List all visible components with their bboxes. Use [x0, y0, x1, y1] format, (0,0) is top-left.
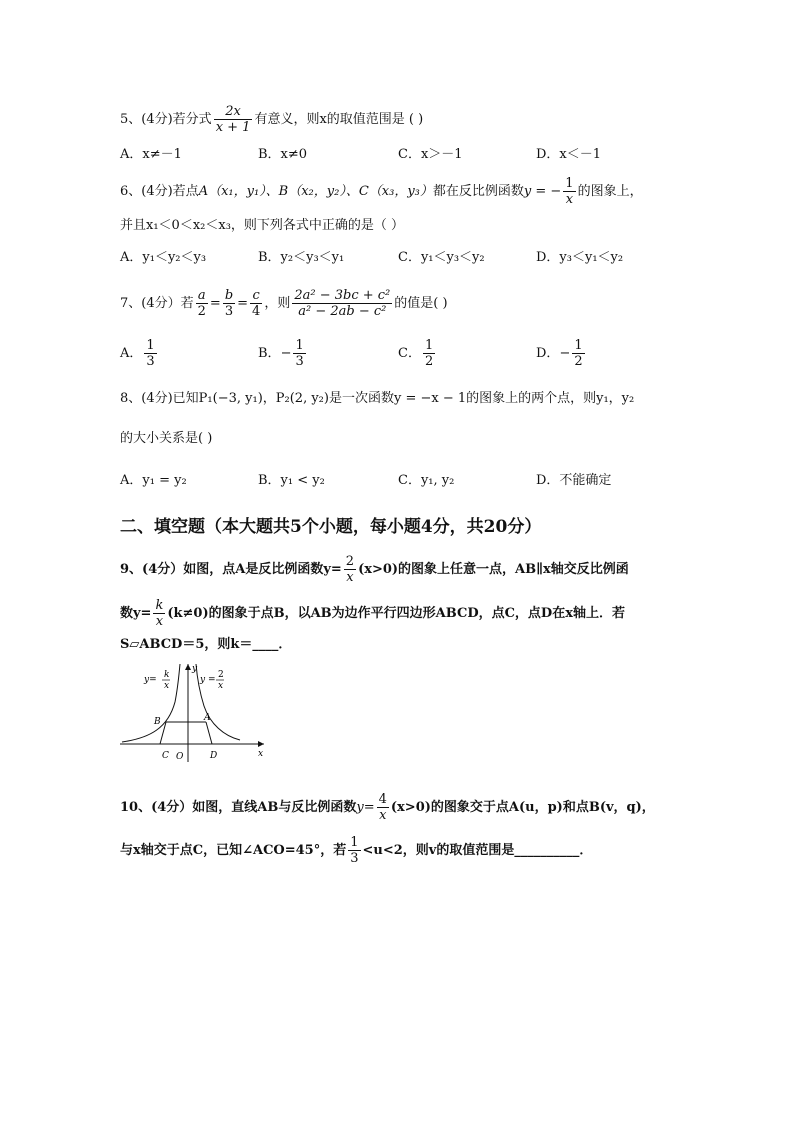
- q8-stem-line1: 8、(4分)已知P₁(−3, y₁)，P₂(2, y₂)是一次函数y = −x − 1的图象上的两个点，则y₁，y₂: [120, 391, 635, 406]
- q7-option-d-frac: $\frac{1}{2}$: [574, 338, 583, 369]
- x-axis-arrow: [258, 741, 264, 747]
- label-right-num: 2: [218, 670, 224, 680]
- q6-option-a[interactable]: A．y₁＜y₂＜y₃: [120, 250, 207, 265]
- q10-fraction-4x: $\frac{4}{x}$: [378, 792, 387, 823]
- q10-stem-line2: 与x轴交于点C，已知∠ACO=45°，若 $\frac{1}{3}$ <u<2，则v的取值范围是__________．: [120, 835, 593, 866]
- q7-expression: $\frac{\text{2a² − 3bc + c²}}{\text{a² − 2ab − c²}}$: [294, 288, 391, 319]
- label-y-axis: y: [192, 664, 198, 674]
- q5-option-a[interactable]: A．x≠－1: [120, 147, 182, 162]
- q7-option-c[interactable]: C． $\frac{1}{2}$: [398, 338, 434, 369]
- q8-option-d[interactable]: D．不能确定: [536, 473, 612, 488]
- q7-frac-a: $\frac{a}{2}$: [197, 288, 206, 319]
- y-axis-arrow: [185, 664, 191, 670]
- q9-stem-line1: 9、(4分）如图，点A是反比例函数y= $\frac{2}{x}$ (x>0)的图象上任意一点，AB∥x轴交反比例函: [120, 554, 629, 585]
- label-left-num: k: [164, 670, 170, 680]
- q9-figure: [120, 662, 270, 762]
- q9-fraction-2x: $\frac{2}{x}$: [345, 554, 355, 585]
- q7-stem: 7、(4分）若 $\frac{a}{2}$ = $\frac{b}{3}$ = $\frac{c}{4}$ ，则 $\frac{\text{2a² − 3bc + c²}}{\text{a² − 2ab − c²}}$ 的值是( ): [120, 288, 448, 319]
- q7-option-c-frac: $\frac{1}{2}$: [424, 338, 434, 369]
- label-x-axis: x: [258, 749, 264, 759]
- segment-bc: [160, 722, 166, 744]
- q6-stem-line2: 并且x₁＜0＜x₂＜x₃，则下列各式中正确的是（ ）: [120, 218, 405, 233]
- q5-fraction: $\frac{2x}{x + 1}$: [215, 104, 251, 135]
- q5-option-c[interactable]: C．x＞－1: [398, 147, 463, 162]
- segment-ad: [206, 722, 212, 744]
- label-right-function: y =: [200, 675, 216, 685]
- q9-stem-line2: 数y= $\frac{k}{x}$ (k≠0)的图象于点B，以AB为边作平行四边形ABCD，点C，点D在x轴上．若: [120, 598, 625, 629]
- q7-frac-c: $\frac{c}{4}$: [252, 288, 261, 319]
- q6-option-b[interactable]: B．y₂＜y₃＜y₁: [258, 250, 345, 265]
- q6-stem-line1: 6、(4分)若点A（x₁，y₁）、B（x₂，y₂）、C（x₃，y₃）都在反比例函数y = − $\frac{1}{x}$ 的图象上，: [120, 176, 643, 207]
- q8-stem-line2: 的大小关系是( ): [120, 431, 213, 446]
- label-point-c: C: [162, 751, 169, 761]
- section-heading-fill-in: 二、填空题（本大题共5个小题，每小题4分，共20分）: [120, 517, 542, 537]
- q10-stem-line1: 10、(4分）如图，直线AB与反比例函数y= $\frac{4}{x}$ (x>0)的图象交于点A(u，p)和点B(v，q)，: [120, 792, 655, 823]
- label-left-function: y=: [144, 675, 157, 685]
- q8-option-b[interactable]: B．y₁ < y₂: [258, 473, 325, 488]
- label-right-den: x: [218, 681, 224, 691]
- q7-option-d[interactable]: D．− $\frac{1}{2}$: [536, 338, 583, 369]
- q8-option-a[interactable]: A．y₁ = y₂: [120, 473, 187, 488]
- q10-fraction-one-third: $\frac{1}{3}$: [350, 835, 359, 866]
- q7-option-a-frac: $\frac{1}{3}$: [146, 338, 155, 369]
- q6-option-c[interactable]: C．y₁＜y₃＜y₂: [398, 250, 485, 265]
- q5-stem: 5、(4分)若分式 $\frac{2x}{x + 1}$ 有意义，则x的取值范围是 ( ): [120, 104, 424, 135]
- q5-option-d[interactable]: D．x＜－1: [536, 147, 602, 162]
- q5-option-b[interactable]: B．x≠0: [258, 147, 308, 162]
- q9-fraction-kx: $\frac{k}{x}$: [155, 598, 164, 629]
- q8-option-c[interactable]: C．y₁, y₂: [398, 473, 455, 488]
- q7-option-a[interactable]: A． $\frac{1}{3}$: [120, 338, 155, 369]
- q6-option-d[interactable]: D．y₃＜y₁＜y₂: [536, 250, 624, 265]
- q6-fraction: $\frac{1}{x}$: [565, 176, 574, 207]
- label-origin: O: [176, 752, 184, 762]
- label-point-d: D: [210, 751, 218, 761]
- q9-stem-line3: S▱ABCD＝5，则k＝____．: [120, 637, 292, 652]
- q7-frac-b: $\frac{b}{3}$: [224, 288, 234, 319]
- label-left-den: x: [164, 681, 170, 691]
- q7-option-b[interactable]: B．− $\frac{1}{3}$: [258, 338, 304, 369]
- label-point-a: A: [204, 713, 211, 723]
- q7-option-b-frac: $\frac{1}{3}$: [295, 338, 304, 369]
- label-point-b: B: [154, 717, 161, 727]
